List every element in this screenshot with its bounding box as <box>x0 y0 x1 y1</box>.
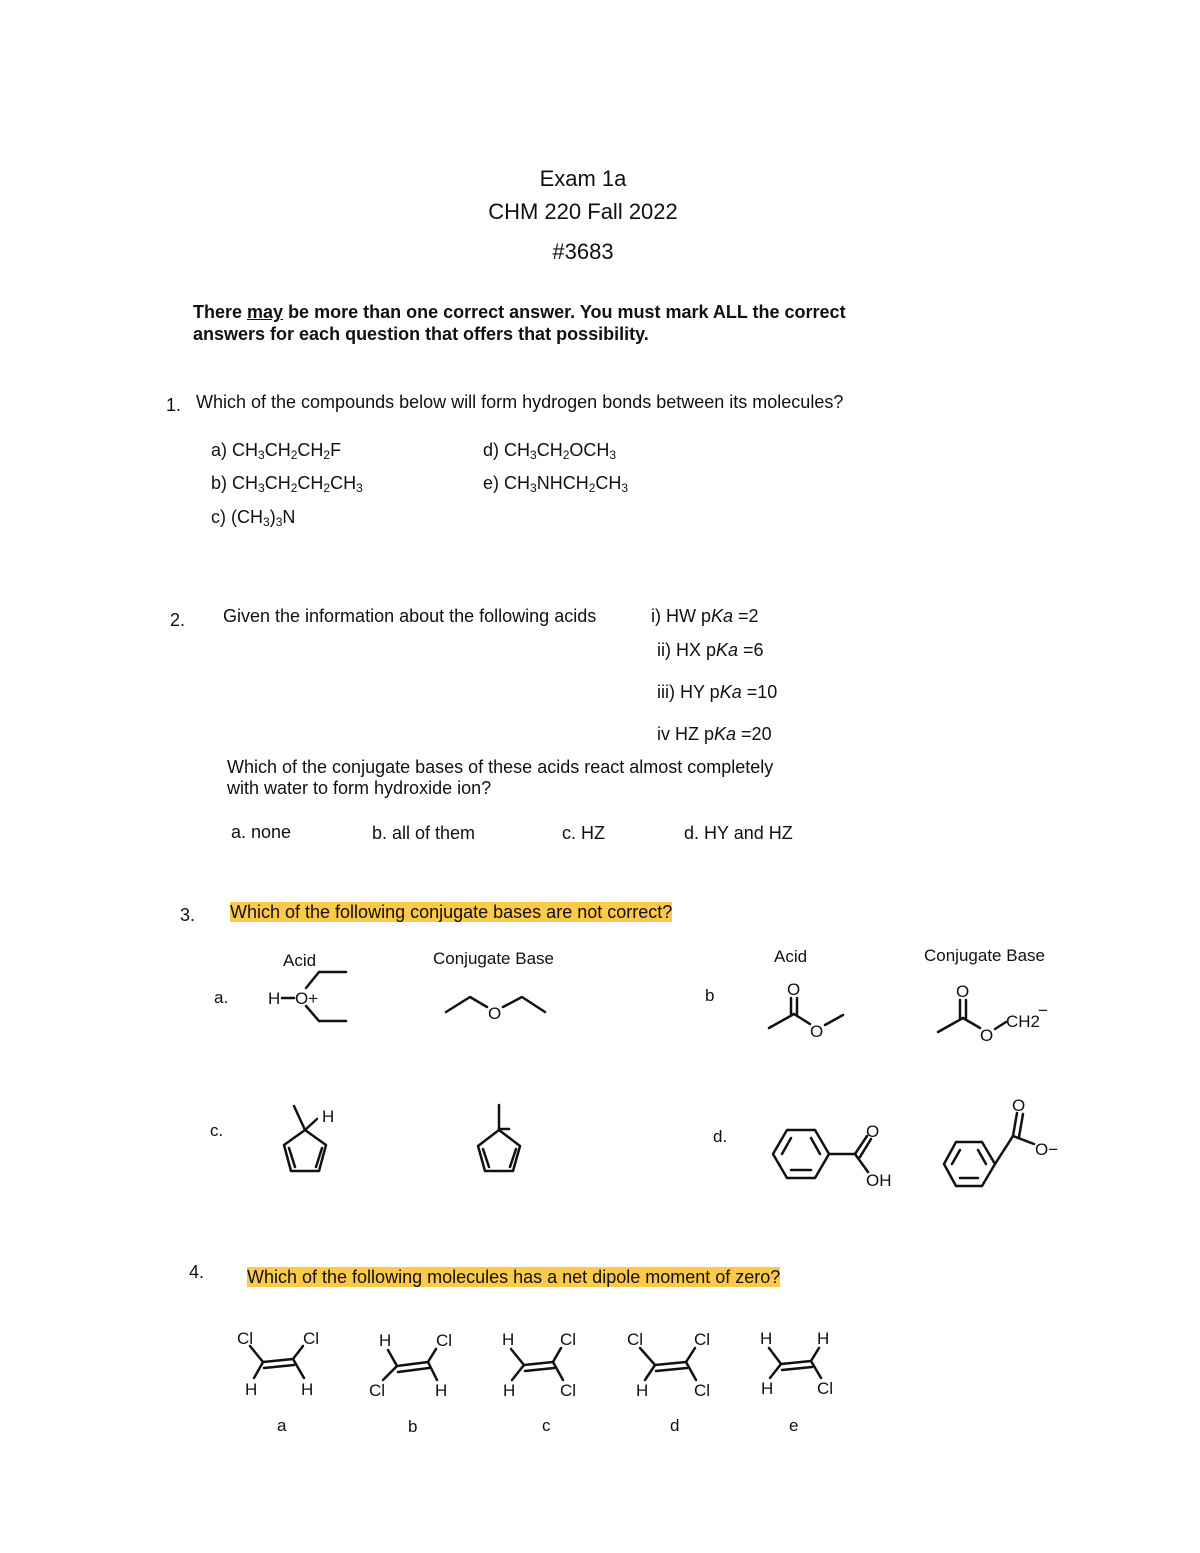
exam-number: #3683 <box>552 239 614 264</box>
q2-text: Given the information about the following acids <box>223 606 597 626</box>
svg-text:O: O <box>866 1122 880 1141</box>
q1-option-e: e) $CH_3NHCH_2CH_3$ <box>483 473 629 495</box>
q2-choice-a: a. none <box>231 822 292 842</box>
svg-text:Cl: Cl <box>560 1330 577 1349</box>
svg-text:−: − <box>1038 1001 1048 1020</box>
q2-choice-c: c. HZ <box>562 823 605 843</box>
svg-text:Cl: Cl <box>303 1329 320 1348</box>
q2-acid-2: ii) HX pKa =6 <box>657 640 764 660</box>
q1-option-d: d) $CH_3CH_2OCH_3$ <box>483 440 617 462</box>
svg-text:O−: O− <box>1035 1140 1059 1159</box>
q1-option-c: c) $(CH_3)_3N$ <box>211 507 296 529</box>
q3-text: Which of the following conjugate bases are not correct? <box>230 902 673 922</box>
q1-text: Which of the compounds below will form hydrogen bonds between its molecules? <box>196 392 844 412</box>
q4-label-a: a <box>277 1416 287 1435</box>
svg-text:O: O <box>980 1026 994 1045</box>
q1-option-a: a) $CH_3CH_2CH_2F$ <box>211 440 342 462</box>
course-title: CHM 220 Fall 2022 <box>488 199 678 224</box>
svg-text:OH: OH <box>866 1171 892 1190</box>
svg-text:O+: O+ <box>295 989 319 1008</box>
instructions-line-2: answers for each question that offers that possibility. <box>193 324 649 344</box>
q4-number: 4. <box>189 1262 205 1282</box>
q3-item-a: a. <box>214 988 229 1007</box>
svg-text:Cl: Cl <box>694 1381 711 1400</box>
svg-text:H: H <box>322 1107 335 1126</box>
q2-choice-b: b. all of them <box>372 823 476 843</box>
q4-label-d: d <box>670 1416 680 1435</box>
svg-text:Cl: Cl <box>237 1329 254 1348</box>
instructions-line-1: There may be more than one correct answer. You must mark ALL the correct <box>193 302 846 322</box>
svg-text:H: H <box>636 1381 649 1400</box>
q3-number: 3. <box>180 905 196 925</box>
q2-number: 2. <box>170 610 186 630</box>
q1-option-b: b) $CH_3CH_2CH_2CH_3$ <box>211 473 363 495</box>
instructions-emphasis: may <box>247 302 284 322</box>
q4-text: Which of the following molecules has a net dipole moment of zero? <box>247 1267 781 1287</box>
q4-label-c: c <box>542 1416 551 1435</box>
svg-text:O: O <box>956 982 970 1001</box>
svg-text:Cl: Cl <box>627 1330 644 1349</box>
svg-text:CH2: CH2 <box>1006 1012 1041 1031</box>
svg-text:O: O <box>810 1022 824 1041</box>
q4-label-b: b <box>408 1417 418 1436</box>
svg-text:H: H <box>301 1380 314 1399</box>
svg-text:H: H <box>503 1381 516 1400</box>
q3-col-base-right: Conjugate Base <box>924 946 1045 965</box>
svg-text:H: H <box>502 1330 515 1349</box>
svg-text:Cl: Cl <box>817 1379 834 1398</box>
svg-text:H: H <box>379 1331 392 1350</box>
svg-text:O: O <box>787 980 801 999</box>
q1-number: 1. <box>166 395 182 415</box>
q3-item-c: c. <box>210 1121 224 1140</box>
svg-text:Cl: Cl <box>560 1381 577 1400</box>
q4-label-e: e <box>789 1416 799 1435</box>
q2-choice-d: d. HY and HZ <box>684 823 793 843</box>
q3-item-d: d. <box>713 1127 728 1146</box>
svg-text:H: H <box>268 989 281 1008</box>
q3-col-base-left: Conjugate Base <box>433 949 554 968</box>
svg-text:Cl: Cl <box>369 1381 386 1400</box>
q2-acid-4: iv HZ pKa =20 <box>657 724 772 744</box>
svg-text:H: H <box>817 1329 830 1348</box>
svg-text:H: H <box>760 1329 773 1348</box>
svg-text:H: H <box>435 1381 448 1400</box>
exam-title: Exam 1a <box>539 166 627 191</box>
q3-col-acid-left: Acid <box>283 951 317 970</box>
q2-question-line-2: with water to form hydroxide ion? <box>227 778 492 798</box>
svg-text:O: O <box>1012 1096 1026 1115</box>
q2-acid-1: i) HW pKa =2 <box>651 606 759 626</box>
q3-item-b: b <box>705 986 715 1005</box>
q3-col-acid-right: Acid <box>774 947 808 966</box>
q2-question-line-1: Which of the conjugate bases of these acids react almost completely <box>227 757 774 777</box>
svg-text:Cl: Cl <box>436 1331 453 1350</box>
svg-text:H: H <box>245 1380 258 1399</box>
svg-text:O: O <box>488 1004 502 1023</box>
svg-text:Cl: Cl <box>694 1330 711 1349</box>
q2-acid-3: iii) HY pKa =10 <box>657 682 778 702</box>
svg-text:H: H <box>761 1379 774 1398</box>
